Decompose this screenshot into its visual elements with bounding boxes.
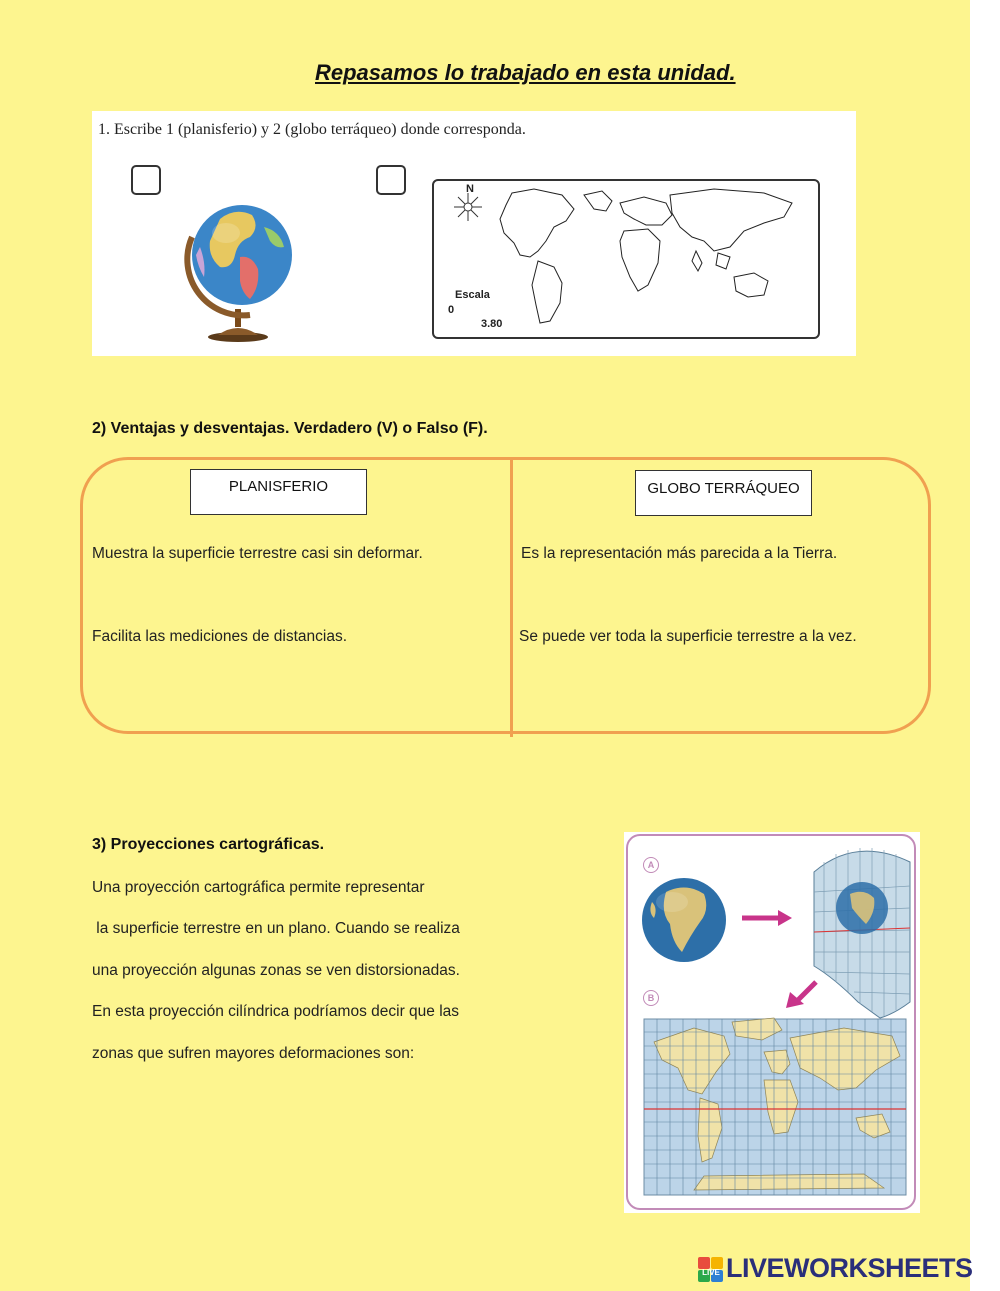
world-map-illustration <box>432 179 820 339</box>
exercise-3-line-1: Una proyección cartográfica permite representar <box>92 879 425 896</box>
column-divider <box>510 459 513 737</box>
svg-text:LIVE: LIVE <box>702 1268 720 1277</box>
world-map-outline <box>434 181 818 337</box>
planisferio-statement-2[interactable]: Facilita las mediciones de distancias. <box>92 628 348 645</box>
exercise-3-heading: 3) Proyecciones cartográficas. <box>92 836 325 853</box>
planisferio-header: PLANISFERIO <box>190 469 367 515</box>
scale-zero: 0 <box>448 304 455 316</box>
exercise-3-line-2: la superficie terrestre en un plano. Cuando se realiza <box>92 920 460 937</box>
exercise-3-line-5: zonas que sufren mayores deformaciones son: <box>92 1045 415 1062</box>
projection-figure <box>624 832 920 1213</box>
north-label: N <box>466 183 474 195</box>
planisferio-statement-1[interactable]: Muestra la superficie terrestre casi sin deformar. <box>92 545 423 562</box>
projection-drawing <box>624 832 920 1213</box>
exercise-1-prompt: 1. Escribe 1 (planisferio) y 2 (globo terráqueo) donde corresponda. <box>98 121 526 138</box>
liveworksheets-logo-letters <box>698 1257 724 1283</box>
exercise-3-line-4: En esta proyección cilíndrica podríamos decir que las <box>92 1003 460 1020</box>
exercise-3-line-3: una proyección algunas zonas se ven distorsionadas. <box>92 962 460 979</box>
map-answer-box[interactable] <box>376 165 406 195</box>
exercise-1-panel <box>92 111 856 356</box>
liveworksheets-logo[interactable] <box>698 1253 998 1287</box>
figure-label-a: A <box>643 857 659 873</box>
liveworksheets-brand: LIVEWORKSHEETS <box>726 1253 973 1283</box>
globo-statement-2[interactable]: Se puede ver toda la superficie terrestre a la vez. <box>519 628 857 645</box>
globo-statement-1[interactable]: Es la representación más parecida a la Tierra. <box>521 545 838 562</box>
exercise-2-heading: 2) Ventajas y desventajas. Verdadero (V) o Falso (F). <box>92 420 488 437</box>
globo-header: GLOBO TERRÁQUEO <box>635 470 812 516</box>
globe-answer-box[interactable] <box>131 165 161 195</box>
figure-label-b: B <box>643 990 659 1006</box>
page-title: Repasamos lo trabajado en esta unidad. <box>315 60 736 85</box>
scale-label: Escala <box>455 289 490 301</box>
globe-illustration <box>180 197 300 342</box>
scale-value: 3.80 <box>481 318 503 330</box>
